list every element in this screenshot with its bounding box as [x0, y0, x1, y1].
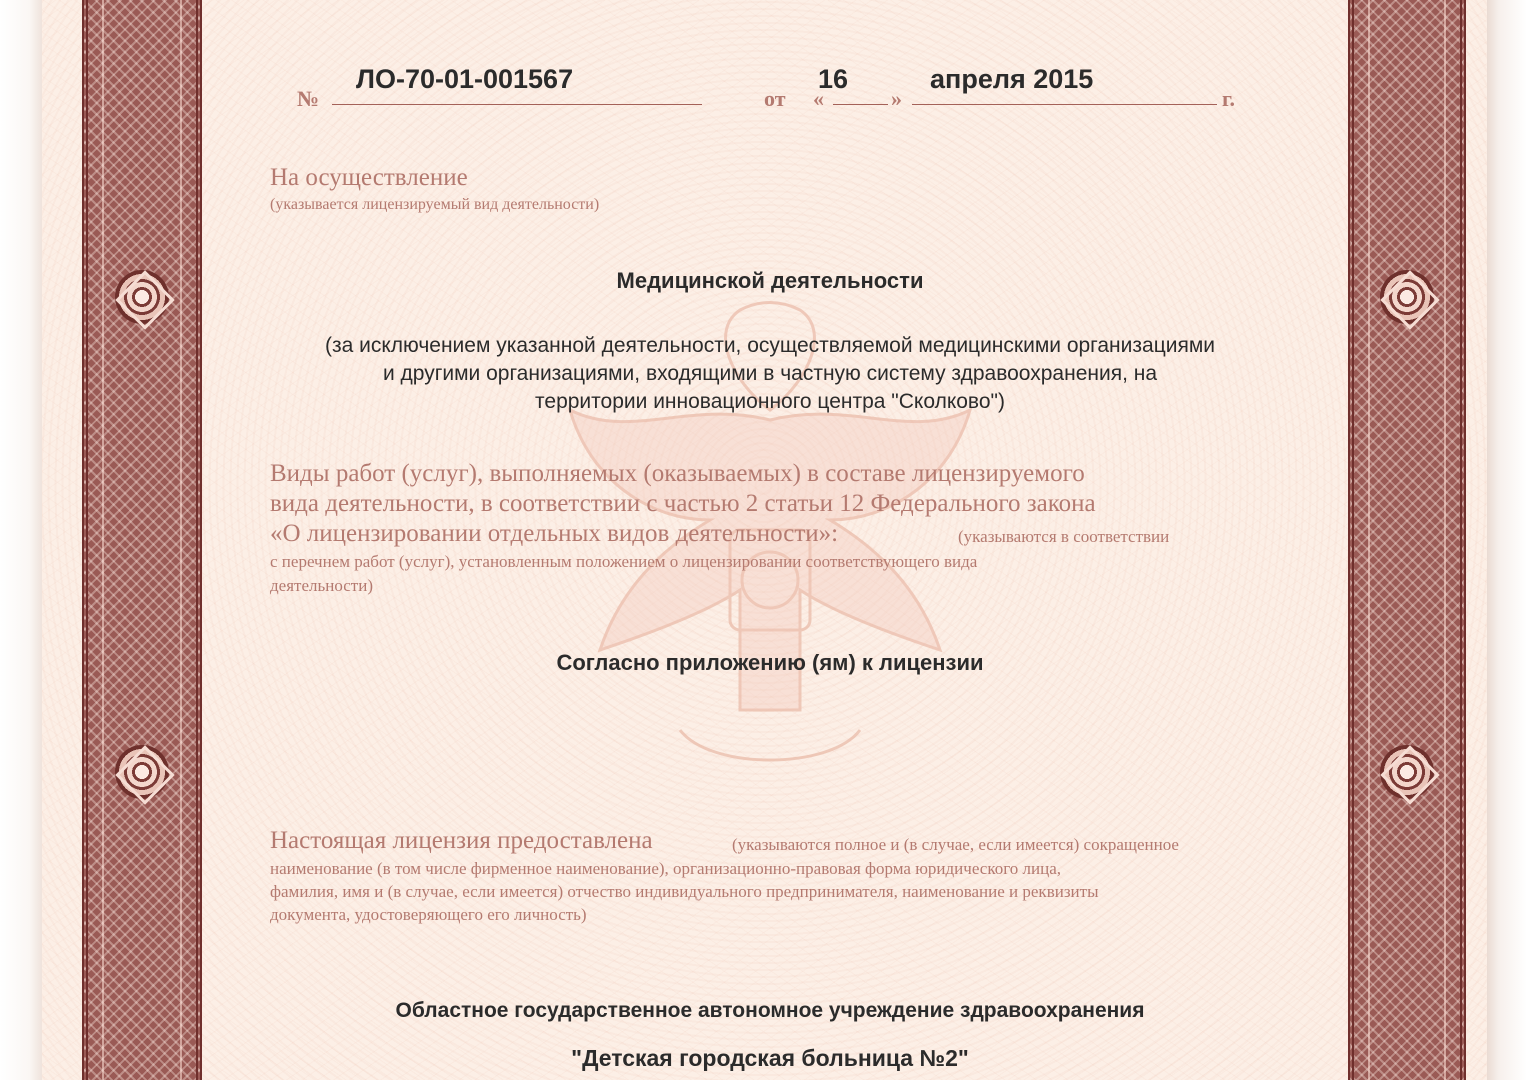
day-underline	[833, 104, 888, 105]
works-hint: деятельности)	[270, 576, 373, 595]
holder-hint: документа, удостоверяющего его личность)	[270, 905, 587, 924]
number-underline	[332, 104, 702, 105]
rosette-ornament	[115, 745, 169, 799]
scan-margin-left	[0, 0, 42, 1080]
rosette-ornament	[115, 270, 169, 324]
activity-value: Медицинской деятельности	[616, 268, 924, 293]
organization-name-line1: Областное государственное автономное учреждение здравоохранения	[395, 999, 1145, 1022]
ornamental-border-left	[82, 0, 202, 1080]
rosette-ornament	[1380, 745, 1434, 799]
works-hint: (указываются в соответствии	[958, 527, 1170, 546]
quote-open: «	[813, 86, 824, 111]
year-suffix: г.	[1222, 86, 1236, 111]
number-symbol: №	[297, 86, 320, 111]
holder-hint: наименование (в том числе фирменное наименование), организационно-правовая форма юридического лица,	[270, 859, 1061, 878]
works-text-line: вида деятельности, в соответствии с частью 2 статьи 12 Федерального закона	[270, 490, 1096, 517]
month-underline	[912, 104, 1217, 105]
works-hint: с перечнем работ (услуг), установленным положением о лицензировании соответствующего вида	[270, 552, 978, 571]
holder-label: Настоящая лицензия предоставлена	[270, 827, 653, 854]
works-value: Согласно приложению (ям) к лицензии	[556, 650, 984, 675]
holder-hint: (указываются полное и (в случае, если имеется) сокращенное	[732, 835, 1179, 854]
exclusion-line: территории инновационного центра "Сколково")	[535, 390, 1005, 413]
scan-margin-right	[1487, 0, 1527, 1080]
activity-hint: (указывается лицензируемый вид деятельности)	[270, 196, 600, 213]
works-text-line: «О лицензировании отдельных видов деятельности»:	[270, 520, 839, 547]
quote-close: »	[891, 86, 902, 111]
holder-hint: фамилия, имя и (в случае, если имеется) отчество индивидуального предпринимателя, наименование и реквизиты	[270, 882, 1099, 901]
ornamental-border-right	[1348, 0, 1466, 1080]
license-number: ЛО-70-01-001567	[356, 64, 574, 94]
activity-label: На осуществление	[270, 164, 468, 191]
works-text-line: Виды работ (услуг), выполняемых (оказываемых) в составе лицензируемого	[270, 460, 1085, 487]
license-day: 16	[818, 64, 849, 94]
exclusion-line: и другими организациями, входящими в частную систему здравоохранения, на	[382, 362, 1158, 385]
exclusion-line: (за исключением указанной деятельности, осуществляемой медицинскими организациями	[325, 334, 1215, 357]
organization-name-line2: "Детская городская больница №2"	[571, 1045, 969, 1071]
rosette-ornament	[1380, 270, 1434, 324]
date-from-label: от	[764, 86, 786, 111]
license-month-year: апреля 2015	[930, 64, 1094, 94]
